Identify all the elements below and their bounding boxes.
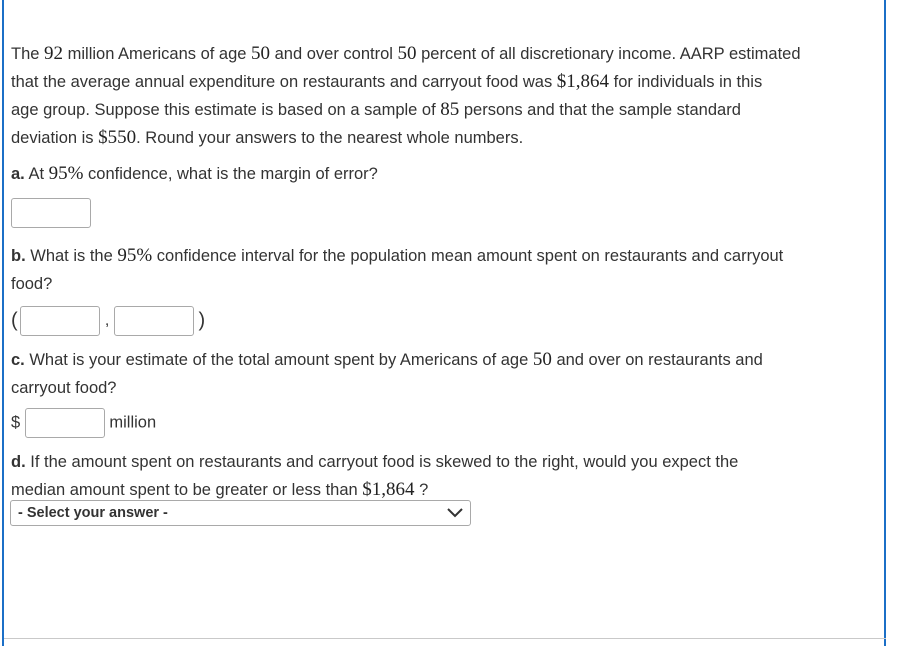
intro-line-4 (11, 124, 883, 152)
intro-line-2 (11, 68, 883, 96)
part-b-text: food? (11, 275, 53, 293)
intro-text: age group. Suppose this estimate is based on a sample of (11, 101, 441, 119)
intro-text: deviation is (11, 129, 99, 147)
part-a-label: a. (11, 165, 25, 183)
part-a-question (11, 160, 883, 188)
part-b-question-line-2 (11, 270, 883, 298)
part-b-text: confidence interval for the population mean amount spent on restaurants and carryout (152, 247, 784, 265)
part-c-text: carryout food? (11, 379, 117, 397)
unit-label: million (109, 413, 157, 432)
question-content (11, 40, 883, 504)
part-b-text: What is the (25, 247, 118, 265)
part-c-answer-row (11, 408, 883, 440)
part-a-number: 95% (48, 163, 84, 184)
intro-number: 85 (440, 99, 460, 120)
part-b-question-line-1 (11, 242, 883, 270)
total-amount-input[interactable] (25, 408, 105, 438)
part-d-label: d. (11, 453, 26, 471)
intro-text: for individuals in this (609, 73, 763, 91)
intro-number: 50 (251, 43, 271, 64)
intro-text: persons and that the sample standard (459, 101, 741, 119)
intro-text: The (11, 45, 45, 63)
interval-upper-input[interactable] (114, 306, 194, 336)
currency-symbol: $ (11, 413, 21, 432)
select-value: - Select your answer - (18, 505, 168, 521)
intro-number: $1,864 (556, 71, 610, 92)
close-paren: ) (198, 309, 206, 332)
intro-number: 50 (397, 43, 417, 64)
part-d-number: $1,864 (362, 479, 415, 500)
open-paren: ( (11, 309, 18, 332)
part-c-label: c. (11, 351, 25, 369)
part-a-text: At (24, 165, 49, 183)
part-d-text: If the amount spent on restaurants and carryout food is skewed to the right, would you expect the (25, 453, 739, 471)
interval-lower-input[interactable] (20, 306, 100, 336)
part-b-label: b. (11, 247, 26, 265)
intro-text: and over control (270, 45, 398, 63)
part-c-text: and over on restaurants and (551, 351, 763, 369)
part-c-question-line-1 (11, 346, 883, 374)
part-a-text: confidence, what is the margin of error? (83, 165, 378, 183)
part-c-question-line-2 (11, 374, 883, 402)
intro-text: . Round your answers to the nearest whole numbers. (136, 129, 524, 147)
intro-number: $550 (98, 127, 137, 148)
intro-text: percent of all discretionary income. AARP estimated (416, 45, 801, 63)
skew-answer-select[interactable] (10, 500, 471, 526)
margin-of-error-input[interactable] (11, 198, 91, 228)
chevron-down-icon (446, 505, 464, 521)
intro-line-3 (11, 96, 883, 124)
part-b-answer-row (11, 306, 883, 338)
bottom-divider (4, 638, 886, 639)
part-d-question-line-1 (11, 448, 883, 476)
intro-text: million Americans of age (63, 45, 252, 63)
part-b-number: 95% (117, 245, 153, 266)
part-c-number: 50 (532, 349, 552, 370)
part-d-text: ? (414, 481, 429, 499)
interval-comma: , (104, 312, 110, 329)
part-a-answer-row (11, 198, 883, 230)
part-d-text: median amount spent to be greater or less than (11, 481, 363, 499)
part-c-text: What is your estimate of the total amount spent by Americans of age (24, 351, 533, 369)
intro-text: that the average annual expenditure on restaurants and carryout food was (11, 73, 557, 91)
intro-line-1 (11, 40, 883, 68)
intro-number: 92 (44, 43, 64, 64)
